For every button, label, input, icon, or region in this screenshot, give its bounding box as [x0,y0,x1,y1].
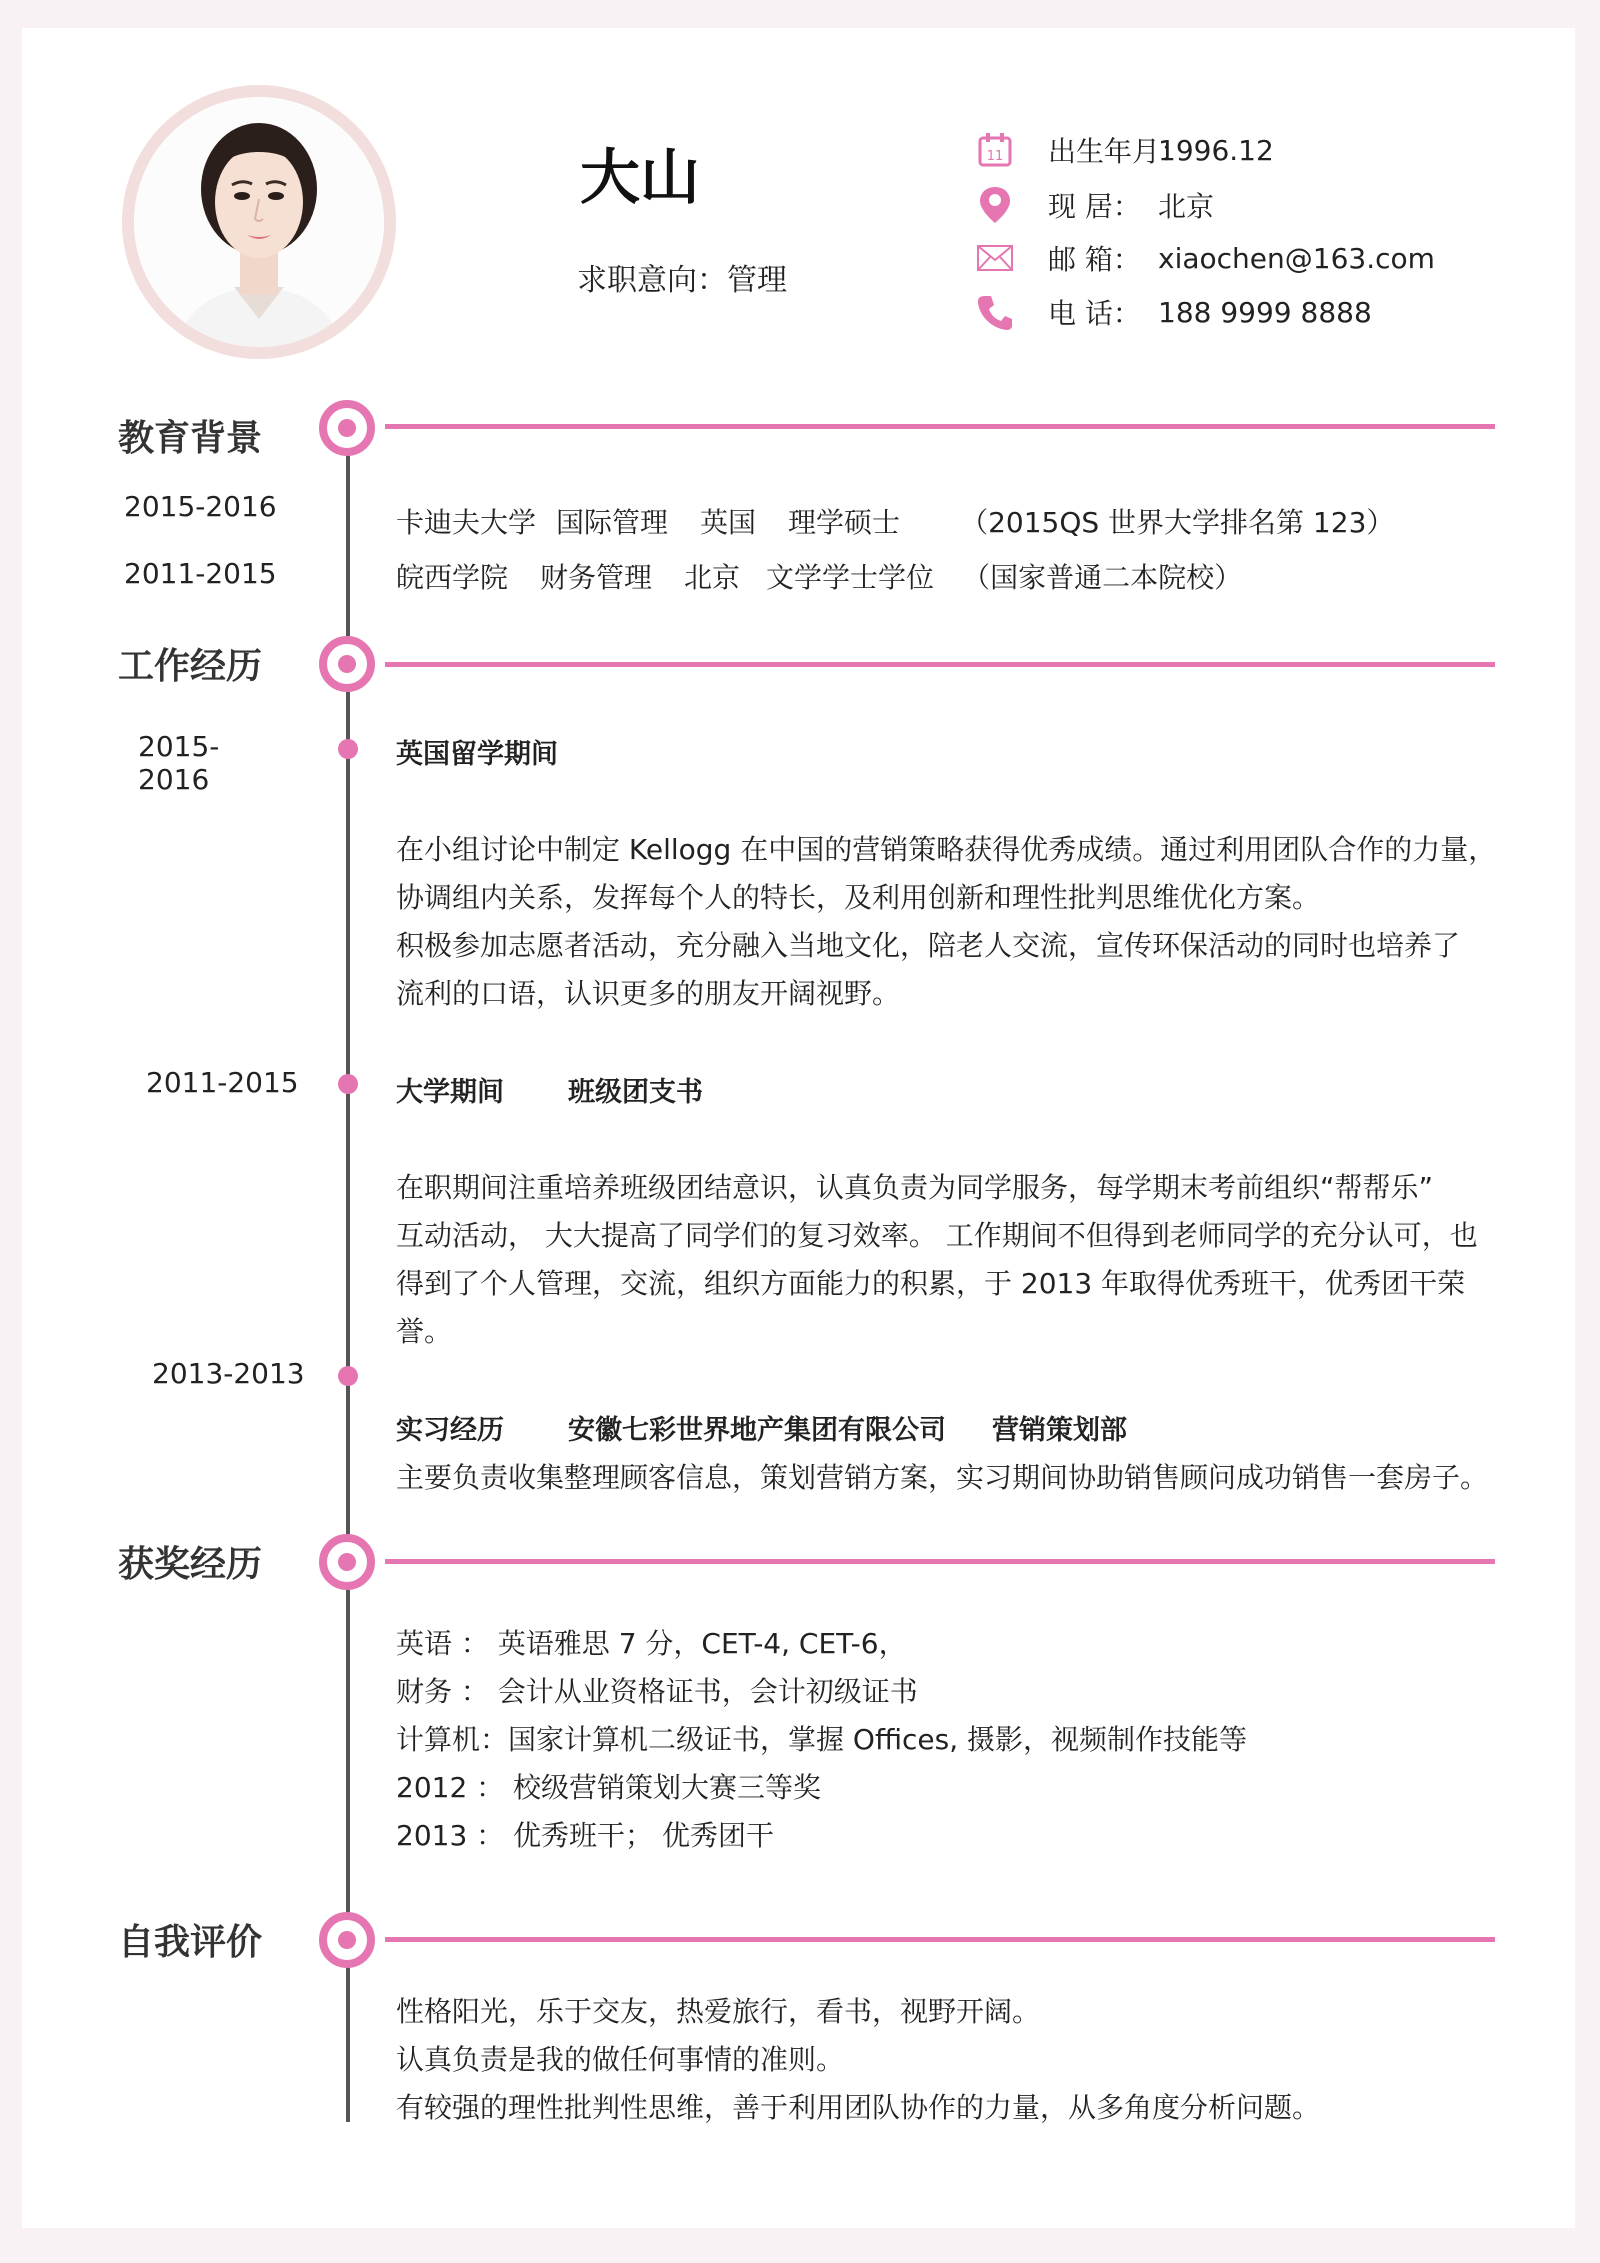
work-heading [396,1408,1127,1447]
section-divider [385,424,1495,429]
self-eval-line: 有较强的理性批判性思维，善于利用团队协作的力量，从多角度分析问题。 [396,2091,1321,2124]
section-ring-icon [319,400,375,456]
self-eval-line: 认真负责是我的做任何事情的准则。 [396,2043,845,2076]
section-title-awards: 获奖经历 [118,1544,263,1585]
work-heading-type: 实习经历 [396,1415,504,1446]
work-desc-line: 流利的口语，认识更多的朋友开阔视野。 [396,977,901,1010]
calendar-day: 11 [986,149,1004,164]
award-line: 2013 ： 优秀班干； 优秀团干 [396,1819,774,1852]
info-phone [975,290,1372,334]
timeline-line [346,440,350,2122]
award-line: 2012 ： 校级营销策划大赛三等奖 [396,1771,822,1804]
school-note: （国家普通二本院校） [962,561,1243,594]
education-row [396,501,1394,541]
info-value: 1996.12 [1158,133,1274,167]
school: 卡迪夫大学 [396,506,537,539]
work-heading-dept: 营销策划部 [992,1415,1127,1446]
phone-icon [975,292,1015,332]
timeline-dot [338,1366,358,1386]
work-date: 2015- [138,730,220,763]
calendar-icon [975,130,1015,170]
education-date: 2015-2016 [124,490,277,523]
education-row [396,556,1242,596]
info-value: 188 9999 8888 [1158,295,1372,329]
work-date: 2016 [138,763,210,796]
info-birth [975,128,1274,172]
work-desc-line: 誉。 [396,1315,453,1348]
self-eval-line: 性格阳光，乐于交友，热爱旅行，看书，视野开阔。 [396,1995,1041,2028]
section-ring-icon [319,636,375,692]
degree: 文学学士学位 [766,561,935,594]
work-date: 2011-2015 [146,1066,299,1099]
info-label: 电 话： [1048,297,1141,330]
major: 财务管理 [540,561,653,594]
work-heading-period: 大学期间 [396,1077,504,1108]
work-desc-line: 得到了个人管理，交流，组织方面能力的积累，于 2013 年取得优秀班干，优秀团干荣 [396,1267,1466,1300]
work-date: 2013-2013 [152,1357,305,1390]
section-title-self: 自我评价 [118,1922,263,1963]
section-divider [385,662,1495,667]
info-email [975,236,1435,280]
work-desc-line: 互动活动， 大大提高了同学们的复习效率。 工作期间不但得到老师同学的充分认可，也 [396,1219,1478,1252]
place: 英国 [700,506,757,539]
info-residence [975,183,1214,227]
envelope-icon [975,238,1015,278]
work-heading-company: 安徽七彩世界地产集团有限公司 [568,1415,946,1446]
major: 国际管理 [556,506,669,539]
school: 皖西学院 [396,561,509,594]
section-divider [385,1559,1495,1564]
section-divider [385,1937,1495,1942]
timeline-dot [338,739,358,759]
degree: 理学硕士 [788,506,901,539]
profile-photo-ring [122,85,396,359]
work-heading: 英国留学期间 [396,739,558,770]
timeline-dot [338,1074,358,1094]
info-label: 邮 箱： [1048,243,1141,276]
school-note: （2015QS 世界大学排名第 123） [960,506,1395,539]
award-line: 计算机：国家计算机二级证书，掌握 Offices, 摄影，视频制作技能等 [396,1723,1248,1756]
section-title-education: 教育背景 [118,418,263,459]
work-heading [396,1070,703,1109]
candidate-name: 大山 [580,143,700,213]
info-value: 北京 [1158,190,1215,223]
profile-photo [134,97,384,347]
work-desc-line: 积极参加志愿者活动，充分融入当地文化，陪老人交流，宣传环保活动的同时也培养了 [396,929,1461,962]
info-label: 现 居： [1048,190,1141,223]
place: 北京 [684,561,741,594]
work-desc-line: 在小组讨论中制定 Kellogg 在中国的营销策略获得优秀成绩。通过利用团队合作的力量， [396,833,1497,866]
info-value: xiaochen@163.com [1158,241,1435,275]
section-title-work: 工作经历 [118,646,263,687]
work-heading-role: 班级团支书 [568,1077,703,1108]
award-line: 英语 ： 英语雅思 7 分，CET-4, CET-6， [396,1627,907,1660]
award-line: 财务 ： 会计从业资格证书，会计初级证书 [396,1675,918,1708]
section-ring-icon [319,1912,375,1968]
education-date: 2011-2015 [124,557,277,590]
info-label: 出生年月： [1048,135,1189,168]
job-intent: 求职意向：管理 [577,263,787,298]
work-desc-line: 主要负责收集整理顾客信息，策划营销方案，实习期间协助销售顾问成功销售一套房子。 [396,1461,1489,1494]
work-desc-line: 协调组内关系，发挥每个人的特长，及利用创新和理性批判思维优化方案。 [396,881,1321,914]
work-desc-line: 在职期间注重培养班级团结意识，认真负责为同学服务，每学期末考前组织“帮帮乐” [396,1171,1434,1204]
location-pin-icon [975,185,1015,225]
section-ring-icon [319,1534,375,1590]
